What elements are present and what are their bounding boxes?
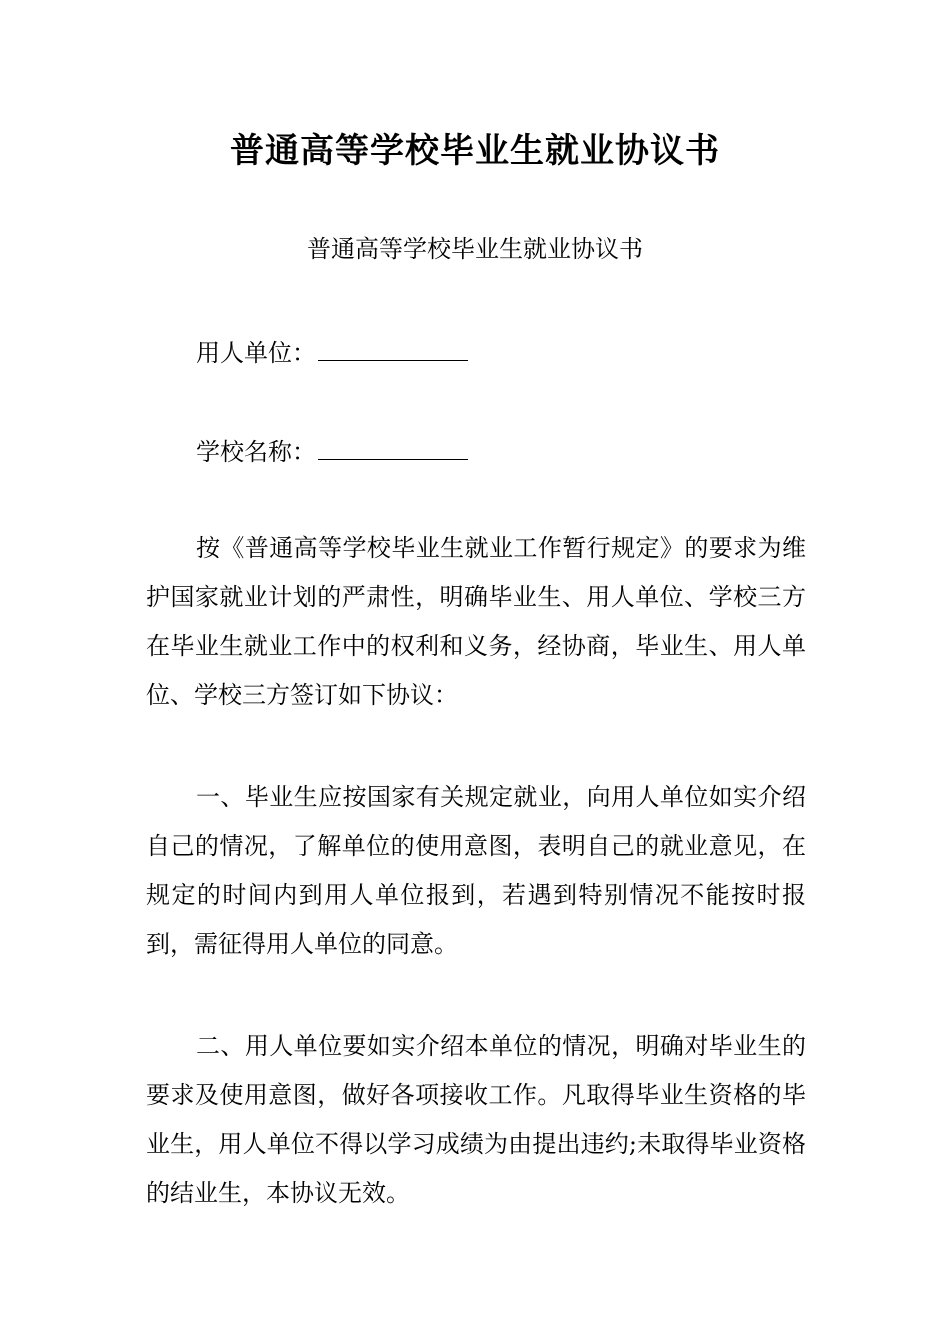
school-field: [196, 433, 468, 469]
clause-one-paragraph: 一、毕业生应按国家有关规定就业，向用人单位如实介绍自己的情况，了解单位的使用意图，表明自己的就业意见，在规定的时间内到用人单位报到，若遇到特别情况不能按时报到，需征得用人单位的同意。: [146, 783, 806, 958]
document-title: 普通高等学校毕业生就业协议书: [230, 131, 720, 171]
clause-two-paragraph: 二、用人单位要如实介绍本单位的情况，明确对毕业生的要求及使用意图，做好各项接收工作。凡取得毕业生资格的毕业生，用人单位不得以学习成绩为由提出违约;未取得毕业资格的结业生，本协议无效。: [146, 1032, 806, 1207]
intro-paragraph: 按《普通高等学校毕业生就业工作暂行规定》的要求为维护国家就业计划的严肃性，明确毕业生、用人单位、学校三方在毕业生就业工作中的权利和义务，经协商，毕业生、用人单位、学校三方签订如下协议：: [146, 534, 806, 709]
school-label: 学校名称：: [196, 438, 316, 466]
document-subtitle: 普通高等学校毕业生就业协议书: [307, 235, 643, 263]
school-blank: [318, 433, 468, 460]
employer-label: 用人单位：: [196, 339, 316, 367]
employer-blank: [318, 334, 468, 361]
employer-field: [196, 334, 468, 370]
